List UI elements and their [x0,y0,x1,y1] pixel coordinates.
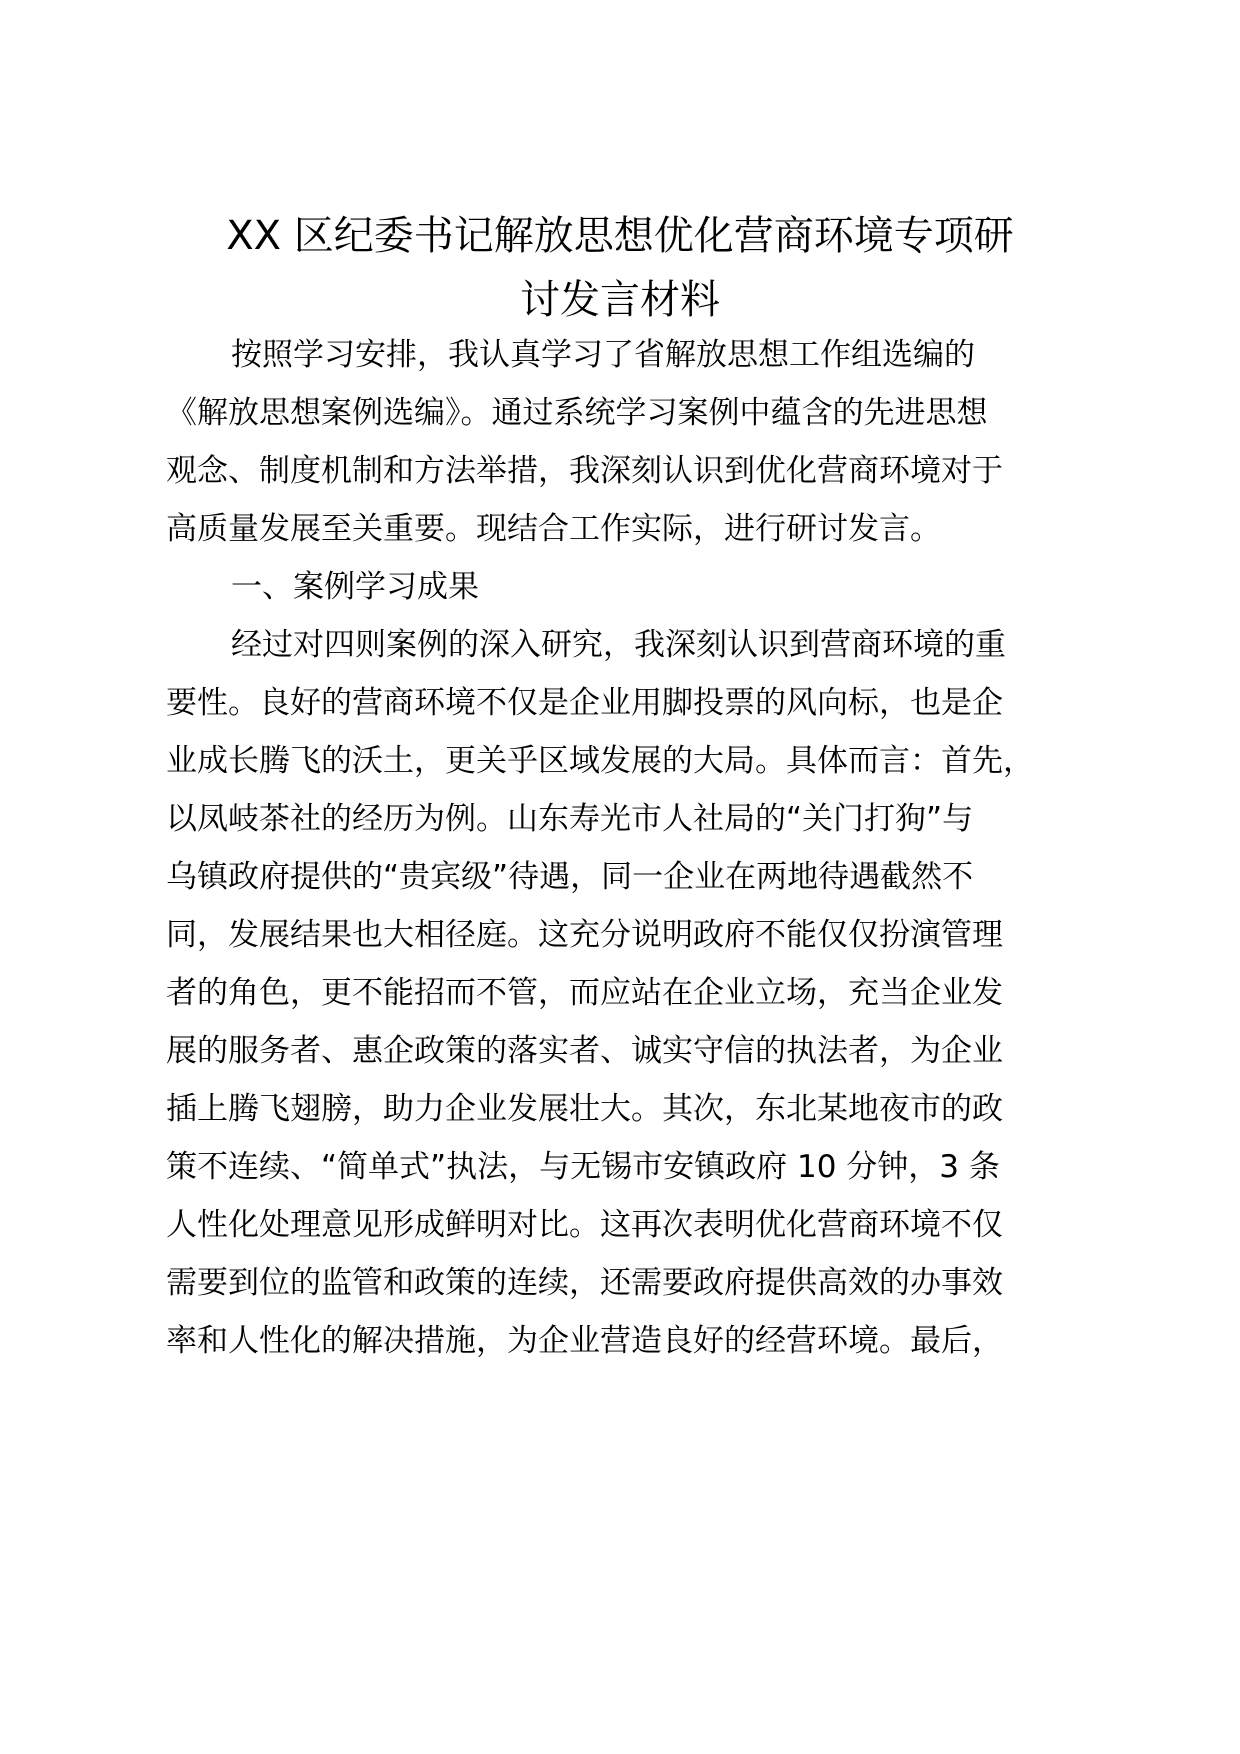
paragraph-line: 经过对四则案例的深入研究，我深刻认识到营商环境的重 [231,627,1006,663]
paragraph-line: 乌镇政府提供的“贵宾级”待遇，同一企业在两地待遇截然不 [166,859,974,895]
paragraph-line: 人性化处理意见形成鲜明对比。这再次表明优化营商环境不仅 [166,1207,1003,1243]
paragraph-line: 插上腾飞翅膀，助力企业发展壮大。其次，东北某地夜市的政 [166,1091,1003,1127]
paragraph-line: 以凤岐茶社的经历为例。山东寿光市人社局的“关门打狗”与 [166,801,974,837]
paragraph-line: 按照学习安排，我认真学习了省解放思想工作组选编的 [231,337,975,373]
paragraph-line: 需要到位的监管和政策的连续，还需要政府提供高效的办事效 [166,1265,1003,1301]
paragraph-line: 要性。良好的营商环境不仅是企业用脚投票的风向标，也是企 [166,685,1003,721]
section-heading: 一、案例学习成果 [231,569,479,605]
paragraph-line: 《解放思想案例选编》。通过系统学习案例中蕴含的先进思想 [166,395,988,431]
paragraph-line: 高质量发展至关重要。现结合工作实际，进行研讨发言。 [166,511,941,547]
paragraph-line: 策不连续、“简单式”执法，与无锡市安镇政府 10 分钟，3 条 [166,1149,1000,1185]
document-title-line-1: XX 区纪委书记解放思想优化营商环境专项研 [226,213,1014,259]
paragraph-line: 展的服务者、惠企政策的落实者、诚实守信的执法者，为企业 [166,1033,1003,1069]
paragraph-line: 者的角色，更不能招而不管，而应站在企业立场，充当企业发 [166,975,1003,1011]
document-title-line-2: 讨发言材料 [520,277,720,323]
paragraph-line: 率和人性化的解决措施，为企业营造良好的经营环境。最后， [166,1323,1003,1359]
paragraph-line: 业成长腾飞的沃土，更关乎区域发展的大局。具体而言：首先， [166,743,1034,779]
paragraph-line: 同，发展结果也大相径庭。这充分说明政府不能仅仅扮演管理 [166,917,1003,953]
paragraph-line: 观念、制度机制和方法举措，我深刻认识到优化营商环境对于 [166,453,1003,489]
